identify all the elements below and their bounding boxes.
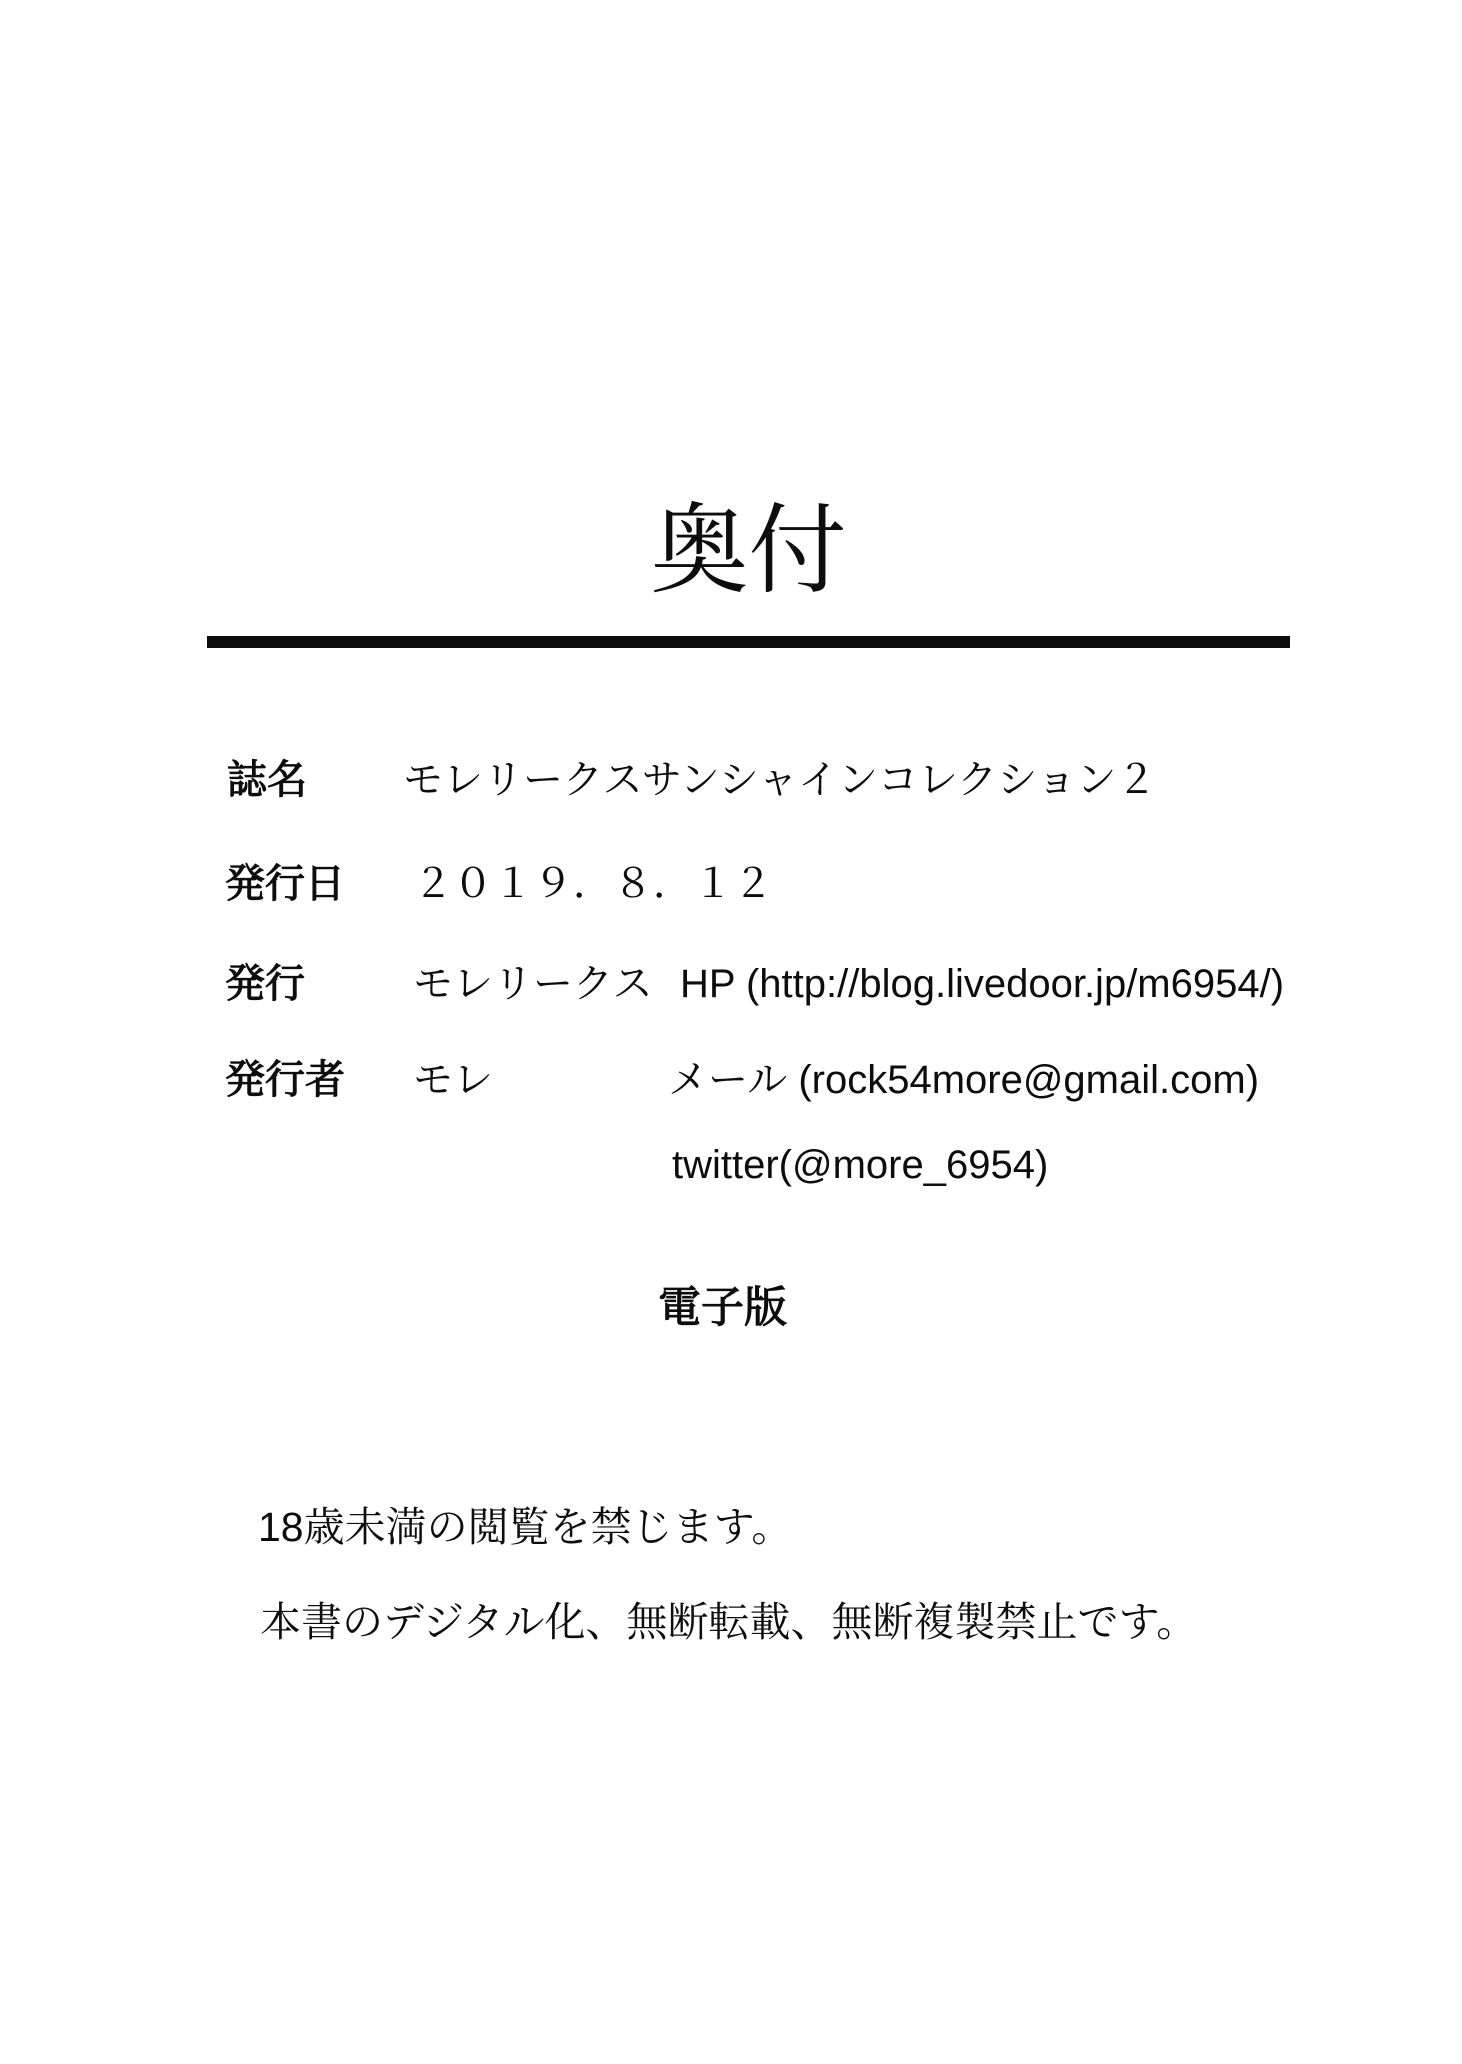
value-publication-date: ２０１９．８．１２ <box>413 862 773 906</box>
label-author: 発行者 <box>225 1058 345 1102</box>
age-restriction-notice: 18歳未満の閲覧を禁じます。 <box>258 1504 793 1550</box>
label-magazine-name: 誌名 <box>227 758 307 802</box>
label-publication-date: 発行日 <box>225 862 345 906</box>
value-magazine-name: モレリークスサンシャインコレクション２ <box>403 757 1157 803</box>
value-author: モレ <box>413 1057 493 1103</box>
edition-note: 電子版 <box>658 1284 787 1332</box>
author-twitter: twitter(@more_6954) <box>672 1143 1049 1187</box>
author-email: メール (rock54more@gmail.com) <box>668 1058 1260 1102</box>
value-publisher: モレリークス <box>413 961 653 1007</box>
label-publisher: 発行 <box>225 962 305 1006</box>
publisher-homepage-url: HP (http://blog.livedoor.jp/m6954/) <box>680 962 1285 1006</box>
page-title: 奥付 <box>650 494 847 608</box>
title-rule <box>207 636 1290 648</box>
copyright-notice: 本書のデジタル化、無断転載、無断複製禁止です。 <box>260 1599 1198 1645</box>
